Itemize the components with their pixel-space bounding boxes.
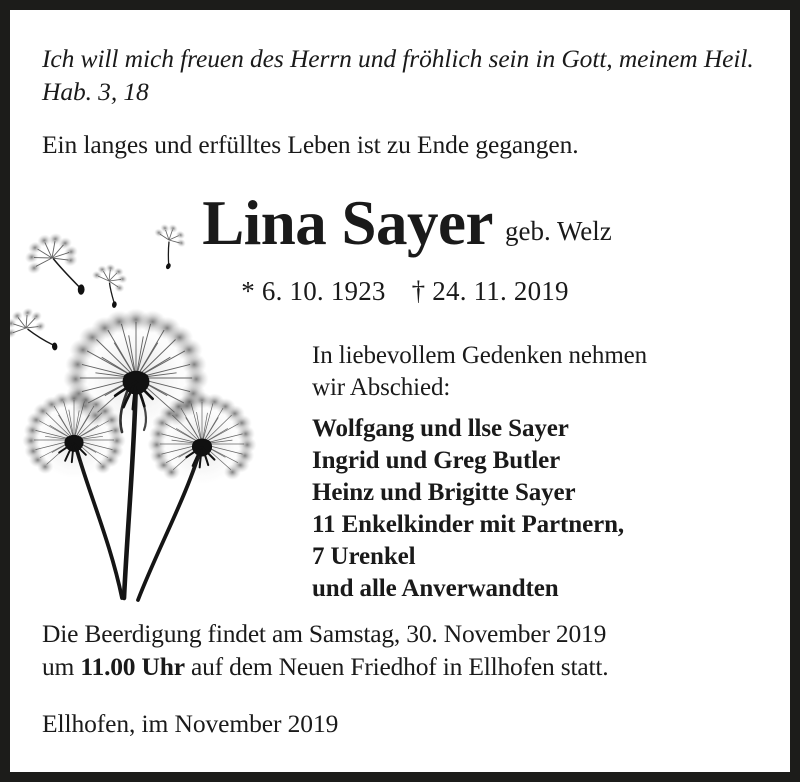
survivor-line: und alle Anverwandten <box>312 575 559 602</box>
funeral-time: 11.00 Uhr <box>80 652 185 681</box>
deceased-name: Lina Sayer <box>202 188 493 258</box>
funeral-time-prefix: um <box>42 652 81 681</box>
survivors-list <box>312 413 742 605</box>
funeral-line-2 <box>42 650 782 683</box>
survivor-line: Wolfgang und llse Sayer <box>312 415 569 442</box>
bible-verse <box>42 42 772 108</box>
verse-text: Ich will mich freuen des Herrn und fröhlich sein in Gott, meinem Heil. <box>42 44 754 73</box>
place-and-date: Ellhofen, im November 2019 <box>42 709 339 738</box>
memorial-intro-line-2: wir Abschied: <box>312 374 451 401</box>
dandelion-head-left <box>22 390 126 478</box>
funeral-details <box>42 617 782 683</box>
dandelion-head-right <box>147 392 256 485</box>
survivor-line: 7 Urenkel <box>312 543 416 570</box>
survivor-line: Ingrid und Greg Butler <box>312 447 561 474</box>
memorial-intro <box>312 340 742 404</box>
death-date: † 24. 11. 2019 <box>411 276 569 306</box>
notice-sheet <box>10 10 790 772</box>
memorial-intro-line-1: In liebevollem Gedenken nehmen <box>312 342 648 369</box>
life-dates <box>10 274 790 308</box>
survivor-line: 11 Enkelkinder mit Partnern, <box>312 511 625 538</box>
birth-date: * 6. 10. 1923 <box>241 276 386 306</box>
funeral-line-1: Die Beerdigung findet am Samstag, 30. November 2019 <box>42 619 607 648</box>
memorial-block <box>312 340 742 605</box>
survivor-line: Heinz und Brigitte Sayer <box>312 479 576 506</box>
dandelion-head-center <box>63 308 209 432</box>
lead-sentence: Ein langes und erfülltes Leben ist zu Ende gegangen. <box>42 130 579 159</box>
name-row <box>202 188 612 258</box>
verse-reference: Hab. 3, 18 <box>42 77 149 106</box>
deceased-name-block <box>10 188 790 258</box>
deceased-maiden-name: geb. Welz <box>504 216 612 246</box>
funeral-location: auf dem Neuen Friedhof in Ellhofen statt. <box>184 652 609 681</box>
